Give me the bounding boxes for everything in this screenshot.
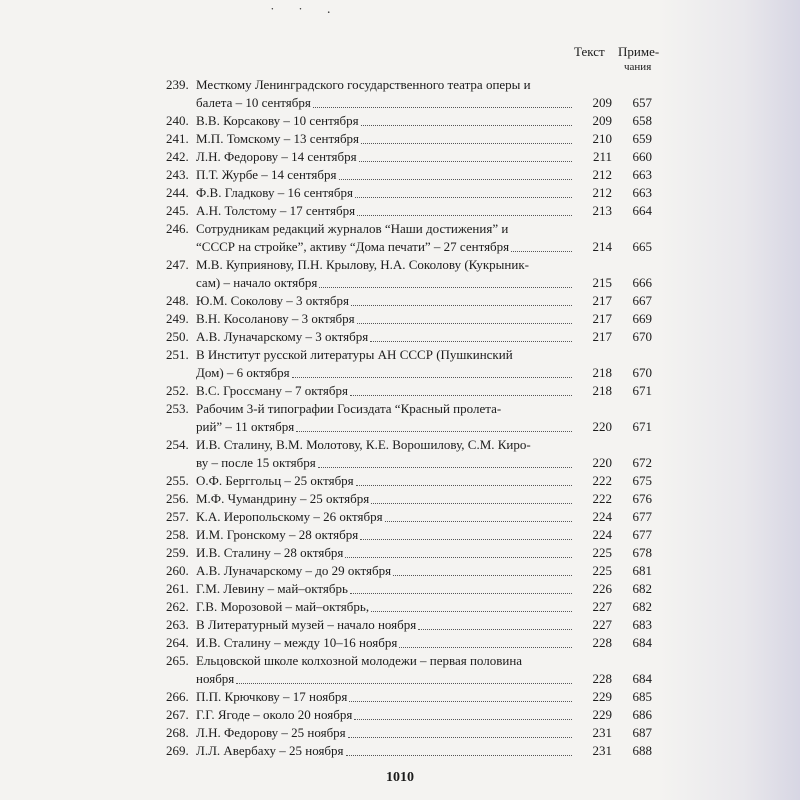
notes-page-number: 684	[632, 635, 652, 650]
entry-number: 269.	[166, 743, 189, 758]
text-page-number: 215	[592, 275, 612, 290]
dot-leader	[318, 466, 572, 468]
entry-title-line: И.В. Сталину, В.М. Молотову, К.Е. Ворошилову, С.М. Киро-	[196, 437, 531, 452]
entry-number: 266.	[166, 689, 189, 704]
toc-entry	[166, 256, 652, 292]
entry-number: 253.	[166, 401, 189, 416]
dot-leader	[292, 376, 572, 378]
dot-leader	[360, 538, 572, 540]
entry-number: 251.	[166, 347, 189, 362]
text-page-number: 229	[592, 707, 612, 722]
notes-page-number: 683	[632, 617, 652, 632]
toc-entry	[166, 202, 652, 220]
toc-entry	[166, 580, 652, 598]
notes-page-number: 682	[632, 599, 652, 614]
toc-entry	[166, 76, 652, 112]
entry-title-line: М.Ф. Чумандрину – 25 октября	[196, 491, 370, 506]
notes-page-number: 686	[632, 707, 652, 722]
entry-number: 250.	[166, 329, 189, 344]
entry-number: 239.	[166, 77, 189, 92]
dot-leader	[348, 736, 572, 738]
entry-title-line: Г.В. Морозовой – май–октябрь,	[196, 599, 370, 614]
entry-title-line: В.С. Гроссману – 7 октября	[196, 383, 348, 398]
toc-entry	[166, 292, 652, 310]
dot-leader	[349, 700, 572, 702]
dot-leader	[345, 556, 572, 558]
notes-page-number: 681	[632, 563, 652, 578]
dot-leader	[350, 592, 572, 594]
notes-page-number: 666	[632, 275, 652, 290]
toc-entry	[166, 562, 652, 580]
toc-entry	[166, 508, 652, 526]
text-page-number: 218	[592, 383, 612, 398]
table-of-contents	[166, 76, 652, 760]
notes-page-number: 663	[632, 167, 652, 182]
toc-entry	[166, 310, 652, 328]
dot-leader	[511, 250, 572, 252]
entry-title-line: М.В. Куприянову, П.Н. Крылову, Н.А. Соколову (Кукрыник-	[196, 257, 529, 272]
dot-leader	[351, 304, 572, 306]
dot-leader	[393, 574, 572, 576]
text-page-number: 224	[592, 527, 612, 542]
dot-leader	[371, 610, 572, 612]
entry-title-line: А.В. Луначарскому – 3 октября	[196, 329, 369, 344]
toc-entry	[166, 130, 652, 148]
entry-title-line: И.В. Сталину – 28 октября	[196, 545, 344, 560]
dot-leader	[357, 214, 572, 216]
toc-entry	[166, 382, 652, 400]
toc-entry	[166, 634, 652, 652]
text-page-number: 210	[592, 131, 612, 146]
entry-title-line: рий” – 11 октября	[196, 419, 295, 434]
dot-leader	[350, 394, 572, 396]
entry-title-line: балета – 10 сентября	[196, 95, 311, 110]
entry-number: 267.	[166, 707, 189, 722]
entry-title-line: П.П. Крючкову – 17 ноября	[196, 689, 348, 704]
entry-title-line: Ф.В. Гладкову – 16 сентября	[196, 185, 353, 200]
notes-page-number: 677	[632, 509, 652, 524]
dot-leader	[313, 106, 572, 108]
toc-entry	[166, 652, 652, 688]
text-page-number: 220	[592, 455, 612, 470]
entry-title-line: Месткому Ленинградского государственного театра оперы и	[196, 77, 531, 92]
entry-number: 268.	[166, 725, 189, 740]
entry-number: 255.	[166, 473, 189, 488]
entry-title-line: О.Ф. Берггольц – 25 октября	[196, 473, 354, 488]
entry-title-line: П.Т. Журбе – 14 сентября	[196, 167, 337, 182]
entry-number: 242.	[166, 149, 189, 164]
entry-number: 248.	[166, 293, 189, 308]
text-page-number: 231	[592, 743, 612, 758]
dot-leader	[356, 484, 572, 486]
text-page-number: 225	[592, 563, 612, 578]
notes-page-number: 663	[632, 185, 652, 200]
page-number: 1010	[386, 770, 414, 785]
notes-page-number: 672	[632, 455, 652, 470]
entry-number: 243.	[166, 167, 189, 182]
entry-number: 257.	[166, 509, 189, 524]
entry-title-line: Л.Н. Федорову – 25 ноября	[196, 725, 346, 740]
dot-leader	[399, 646, 572, 648]
entry-title-line: Л.Н. Федорову – 14 сентября	[196, 149, 357, 164]
entry-title-line: И.М. Гронскому – 28 октября	[196, 527, 359, 542]
notes-page-number: 660	[632, 149, 652, 164]
dot-leader	[418, 628, 572, 630]
dot-leader	[236, 682, 572, 684]
entry-number: 247.	[166, 257, 189, 272]
toc-entry	[166, 328, 652, 346]
notes-page-number: 688	[632, 743, 652, 758]
text-page-number: 228	[592, 635, 612, 650]
dot-leader	[339, 178, 573, 180]
notes-page-number: 659	[632, 131, 652, 146]
text-page-number: 209	[592, 113, 612, 128]
entry-title-line: А.Н. Толстому – 17 сентября	[196, 203, 356, 218]
notes-page-number: 669	[632, 311, 652, 326]
entry-number: 262.	[166, 599, 189, 614]
toc-entry	[166, 598, 652, 616]
notes-page-number: 684	[632, 671, 652, 686]
entry-title-line: Дом) – 6 октября	[196, 365, 290, 380]
notes-page-number: 675	[632, 473, 652, 488]
toc-entry	[166, 490, 652, 508]
text-page-number: 214	[592, 239, 612, 254]
dot-leader	[296, 430, 572, 432]
text-page-number: 222	[592, 491, 612, 506]
entry-title-line: В Институт русской литературы АН СССР (Пушкинский	[196, 347, 513, 362]
entry-title-line: В.В. Корсакову – 10 сентября	[196, 113, 359, 128]
toc-entry	[166, 706, 652, 724]
notes-page-number: 670	[632, 365, 652, 380]
entry-title-line: Ельцовской школе колхозной молодежи – первая половина	[196, 653, 523, 668]
entry-title-line: “СССР на стройке”, активу “Дома печати” – 27 сентября	[196, 239, 510, 254]
entry-number: 252.	[166, 383, 189, 398]
entry-title-line: В.Н. Косоланову – 3 октября	[196, 311, 355, 326]
toc-entry	[166, 526, 652, 544]
toc-entry	[166, 742, 652, 760]
notes-page-number: 687	[632, 725, 652, 740]
notes-page-number: 676	[632, 491, 652, 506]
entry-title-line: К.А. Иеропольскому – 26 октября	[196, 509, 383, 524]
text-page-number: 228	[592, 671, 612, 686]
text-page-number: 217	[592, 311, 612, 326]
entry-title-line: сам) – начало октября	[196, 275, 318, 290]
entry-title-line: Рабочим 3-й типографии Госиздата “Красный пролета-	[196, 401, 502, 416]
notes-page-number: 677	[632, 527, 652, 542]
text-page-number: 218	[592, 365, 612, 380]
entry-title-line: Г.Г. Ягоде – около 20 ноября	[196, 707, 353, 722]
entry-title-line: И.В. Сталину – между 10–16 ноября	[196, 635, 398, 650]
entry-number: 241.	[166, 131, 189, 146]
entry-title-line: В Литературный музей – начало ноября	[196, 617, 417, 632]
notes-page-number: 685	[632, 689, 652, 704]
dot-leader	[346, 754, 572, 756]
entry-title-line: Л.Л. Авербаху – 25 ноября	[196, 743, 344, 758]
notes-page-number: 671	[632, 419, 652, 434]
entry-number: 265.	[166, 653, 189, 668]
toc-entry	[166, 400, 652, 436]
entry-title-line: ву – после 15 октября	[196, 455, 316, 470]
text-page-number: 212	[592, 185, 612, 200]
entry-number: 258.	[166, 527, 189, 542]
toc-entry	[166, 688, 652, 706]
dot-leader	[361, 124, 572, 126]
text-page-number: 227	[592, 599, 612, 614]
toc-entry	[166, 436, 652, 472]
text-page-number: 231	[592, 725, 612, 740]
notes-page-number: 657	[632, 95, 652, 110]
text-page-number: 224	[592, 509, 612, 524]
notes-column-header-line2: чания	[624, 61, 652, 73]
entry-title-line: Г.М. Левину – май–октябрь	[196, 581, 348, 596]
dot-leader	[357, 322, 572, 324]
notes-page-number: 665	[632, 239, 652, 254]
entry-number: 254.	[166, 437, 189, 452]
notes-page-number: 670	[632, 329, 652, 344]
entry-number: 246.	[166, 221, 189, 236]
dot-leader	[354, 718, 572, 720]
dot-leader	[359, 160, 572, 162]
text-page-number: 229	[592, 689, 612, 704]
text-page-number: 222	[592, 473, 612, 488]
dot-leader	[355, 196, 572, 198]
entry-number: 240.	[166, 113, 189, 128]
entry-number: 264.	[166, 635, 189, 650]
dot-leader	[371, 502, 572, 504]
notes-page-number: 671	[632, 383, 652, 398]
toc-entry	[166, 220, 652, 256]
page-spine-shadow	[660, 0, 800, 800]
entry-number: 256.	[166, 491, 189, 506]
entry-title-line: ноября	[196, 671, 235, 686]
notes-page-number: 658	[632, 113, 652, 128]
entry-number: 263.	[166, 617, 189, 632]
notes-column-header-line1: Приме-	[618, 44, 660, 59]
text-page-number: 211	[592, 149, 612, 164]
entry-title-line: А.В. Луначарскому – до 29 октября	[196, 563, 392, 578]
entry-title-line: М.П. Томскому – 13 сентября	[196, 131, 360, 146]
toc-entry	[166, 472, 652, 490]
notes-page-number: 678	[632, 545, 652, 560]
dot-leader	[361, 142, 572, 144]
print-specks: ˙ ˙ ·	[270, 6, 341, 21]
text-page-number: 220	[592, 419, 612, 434]
toc-entry	[166, 148, 652, 166]
entry-number: 245.	[166, 203, 189, 218]
entry-number: 249.	[166, 311, 189, 326]
entry-number: 244.	[166, 185, 189, 200]
toc-entry	[166, 616, 652, 634]
text-column-header: Текст	[574, 44, 605, 59]
entry-title-line: Сотрудникам редакций журналов “Наши достижения” и	[196, 221, 509, 236]
toc-entry	[166, 346, 652, 382]
dot-leader	[319, 286, 572, 288]
toc-entry	[166, 112, 652, 130]
text-page-number: 227	[592, 617, 612, 632]
notes-page-number: 664	[632, 203, 652, 218]
toc-entry	[166, 184, 652, 202]
text-page-number: 213	[592, 203, 612, 218]
toc-entry	[166, 724, 652, 742]
entry-title-line: Ю.М. Соколову – 3 октября	[196, 293, 349, 308]
notes-page-number: 682	[632, 581, 652, 596]
text-page-number: 226	[592, 581, 612, 596]
toc-entry	[166, 166, 652, 184]
text-page-number: 217	[592, 329, 612, 344]
text-page-number: 225	[592, 545, 612, 560]
entry-number: 261.	[166, 581, 189, 596]
dot-leader	[385, 520, 572, 522]
dot-leader	[370, 340, 572, 342]
entry-number: 260.	[166, 563, 189, 578]
notes-page-number: 667	[632, 293, 652, 308]
text-page-number: 217	[592, 293, 612, 308]
text-page-number: 212	[592, 167, 612, 182]
entry-number: 259.	[166, 545, 189, 560]
toc-entry	[166, 544, 652, 562]
text-page-number: 209	[592, 95, 612, 110]
